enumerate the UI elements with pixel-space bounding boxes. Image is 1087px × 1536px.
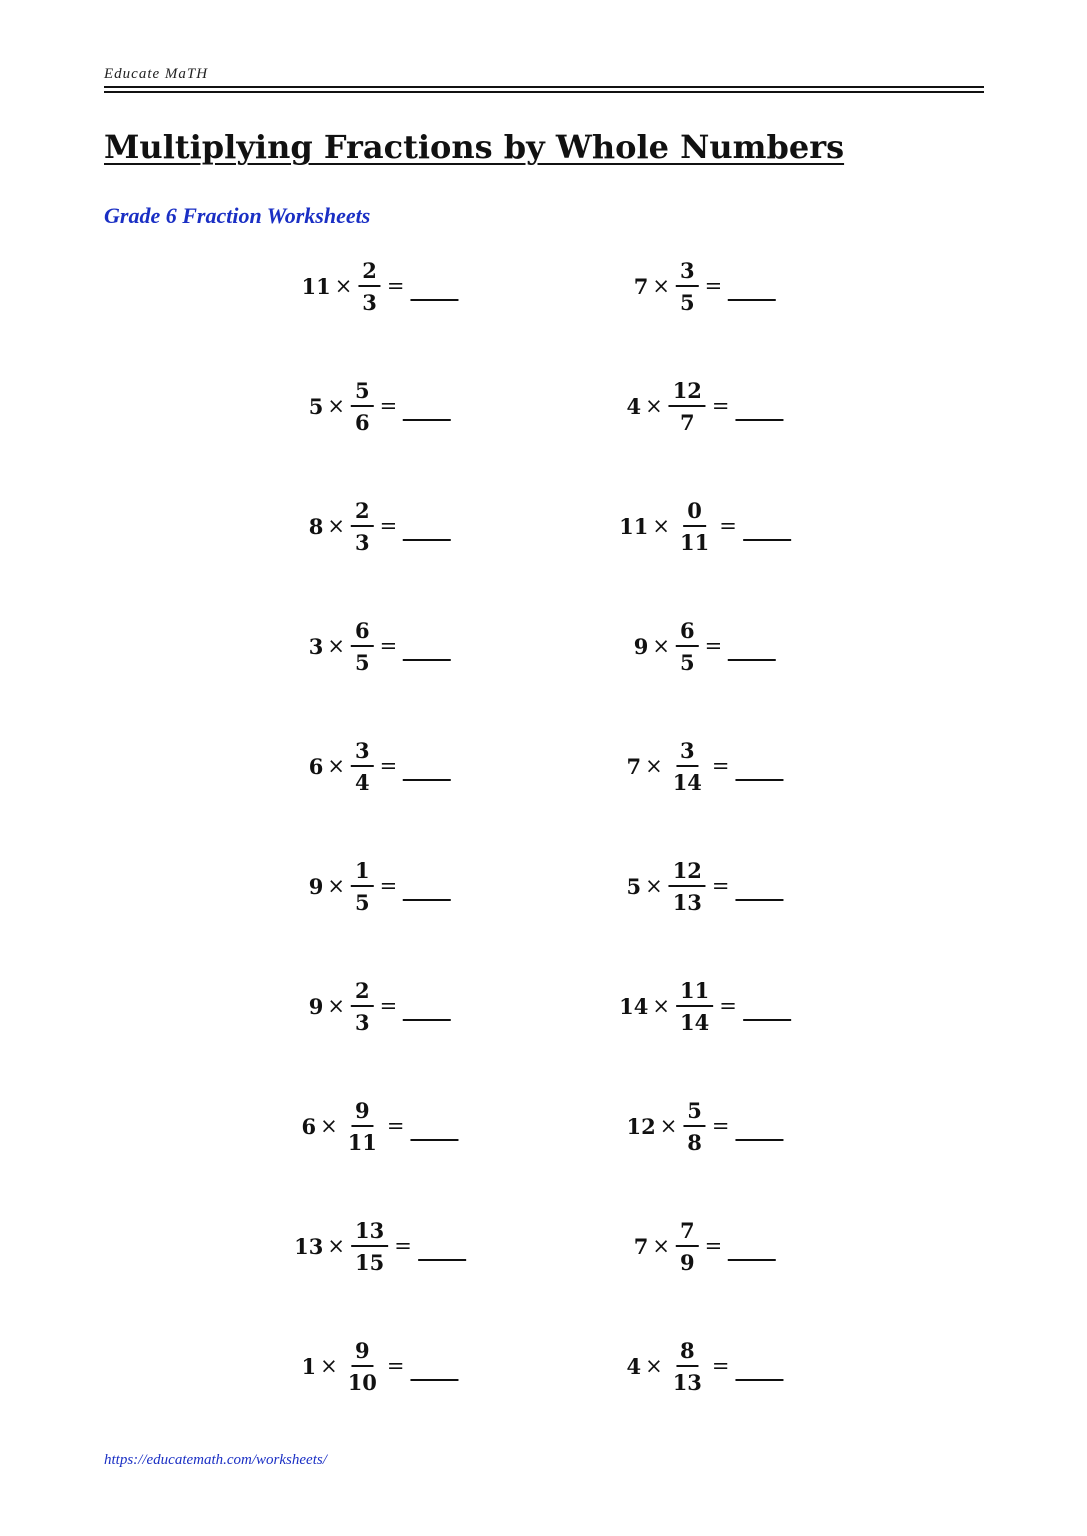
times-sign: × [327,874,345,898]
answer-blank[interactable] [411,1123,459,1141]
times-sign: × [659,1114,678,1138]
whole-number: 11 [619,513,649,539]
numerator: 3 [676,740,699,767]
fraction [344,1337,381,1395]
times-sign: × [334,274,353,298]
answer-blank[interactable] [411,1363,459,1381]
equals-sign: = [719,994,737,1018]
times-sign: × [320,1354,338,1378]
whole-number: 7 [633,273,649,299]
whole-number: 9 [633,633,649,659]
equals-sign: = [379,754,398,778]
fraction [351,857,374,915]
times-sign: × [652,274,670,298]
times-sign: × [327,1234,345,1258]
page-subtitle: Grade 6 Fraction Worksheets [104,203,371,228]
equals-sign: = [379,994,398,1018]
whole-number: 13 [294,1233,324,1259]
fraction [669,737,706,795]
whole-number: 9 [308,873,324,899]
numerator: 5 [683,1100,706,1127]
problem-right-9 [634,1216,776,1276]
denominator: 11 [680,529,710,555]
answer-blank[interactable] [403,523,451,541]
denominator: 15 [355,1249,385,1275]
whole-number: 1 [301,1353,317,1379]
equals-sign: = [704,1234,723,1258]
denominator: 3 [355,529,370,555]
fraction [676,617,699,675]
answer-blank[interactable] [736,763,784,781]
denominator: 4 [355,769,370,795]
numerator: 3 [676,260,699,287]
fraction [351,377,374,435]
whole-number: 8 [308,513,324,539]
answer-blank[interactable] [403,403,451,421]
denominator: 13 [672,889,702,915]
problem-left-6 [309,856,451,916]
denominator: 3 [362,289,377,315]
denominator: 5 [355,649,370,675]
times-sign: × [327,634,345,658]
numerator: 5 [351,380,374,407]
answer-blank[interactable] [411,283,459,301]
fraction [351,617,374,675]
equals-sign: = [711,754,730,778]
fraction [351,977,374,1035]
times-sign: × [320,1114,338,1138]
answer-blank[interactable] [403,883,451,901]
whole-number: 6 [308,753,324,779]
equals-sign: = [704,274,723,298]
whole-number: 5 [308,393,324,419]
whole-number: 14 [619,993,649,1019]
equals-sign: = [711,1354,730,1378]
times-sign: × [645,394,663,418]
equals-sign: = [379,874,398,898]
answer-blank[interactable] [728,283,776,301]
fraction [358,257,381,315]
whole-number: 5 [626,873,642,899]
denominator: 14 [680,1009,710,1035]
denominator: 5 [680,649,695,675]
numerator: 6 [351,620,374,647]
equals-sign: = [704,634,723,658]
whole-number: 12 [626,1113,656,1139]
denominator: 3 [355,1009,370,1035]
whole-number: 7 [626,753,642,779]
equals-sign: = [379,514,398,538]
answer-blank[interactable] [728,643,776,661]
fraction [351,737,374,795]
equals-sign: = [386,1114,405,1138]
denominator: 8 [687,1129,702,1155]
problem-right-1 [634,256,776,316]
numerator: 12 [669,860,706,887]
answer-blank[interactable] [736,403,784,421]
header-rule-top [104,86,984,88]
problem-left-8 [301,1096,458,1156]
numerator: 2 [351,500,374,527]
problem-right-2 [626,376,783,436]
brand-label: Educate MaTH [104,66,209,82]
problem-left-10 [301,1336,458,1396]
problem-right-5 [626,736,783,796]
fraction [683,1097,706,1155]
denominator: 13 [672,1369,702,1395]
answer-blank[interactable] [743,523,791,541]
fraction [351,1217,388,1275]
denominator: 14 [672,769,702,795]
numerator: 9 [351,1340,374,1367]
whole-number: 4 [626,1353,642,1379]
denominator: 6 [355,409,370,435]
answer-blank[interactable] [403,763,451,781]
times-sign: × [645,754,663,778]
times-sign: × [645,1354,663,1378]
denominator: 9 [680,1249,695,1275]
fraction [676,257,699,315]
problem-right-6 [626,856,783,916]
fraction [351,497,374,555]
times-sign: × [327,514,345,538]
numerator: 2 [351,980,374,1007]
fraction [676,497,713,555]
equals-sign: = [394,1234,412,1258]
problem-left-3 [309,496,451,556]
equals-sign: = [711,1114,730,1138]
answer-blank[interactable] [403,1003,451,1021]
whole-number: 6 [301,1113,317,1139]
equals-sign: = [386,274,405,298]
equals-sign: = [711,394,730,418]
denominator: 10 [347,1369,377,1395]
equals-sign: = [719,514,737,538]
footer-link[interactable]: https://educatemath.com/worksheets/ [104,1452,327,1468]
problem-right-4 [634,616,776,676]
times-sign: × [652,514,670,538]
numerator: 8 [676,1340,699,1367]
denominator: 5 [680,289,695,315]
answer-blank[interactable] [736,1363,784,1381]
problem-left-5 [309,736,451,796]
answer-blank[interactable] [728,1243,776,1261]
problem-left-7 [309,976,451,1036]
problem-right-7 [619,976,791,1036]
fraction [344,1097,381,1155]
problem-left-2 [309,376,451,436]
times-sign: × [645,874,663,898]
equals-sign: = [379,634,398,658]
equals-sign: = [379,394,398,418]
page-title: Multiplying Fractions by Whole Numbers [104,128,845,166]
answer-blank[interactable] [743,1003,791,1021]
times-sign: × [652,1234,670,1258]
numerator: 7 [676,1220,699,1247]
times-sign: × [327,394,345,418]
problem-left-1 [301,256,458,316]
numerator: 11 [676,980,713,1007]
numerator: 0 [683,500,706,527]
fraction [669,857,706,915]
times-sign: × [327,994,345,1018]
numerator: 1 [351,860,374,887]
numerator: 9 [351,1100,374,1127]
times-sign: × [327,754,345,778]
answer-blank[interactable] [418,1243,466,1261]
problem-right-3 [619,496,791,556]
denominator: 7 [679,409,695,435]
numerator: 13 [351,1220,388,1247]
answer-blank[interactable] [736,883,784,901]
answer-blank[interactable] [403,643,451,661]
times-sign: × [652,634,670,658]
denominator: 11 [347,1129,377,1155]
numerator: 6 [676,620,699,647]
whole-number: 9 [308,993,324,1019]
fraction [676,977,713,1035]
numerator: 3 [351,740,374,767]
problem-left-4 [309,616,451,676]
fraction [669,1337,706,1395]
times-sign: × [652,994,670,1018]
denominator: 5 [355,889,370,915]
problem-right-10 [626,1336,783,1396]
whole-number: 3 [308,633,324,659]
whole-number: 7 [633,1233,649,1259]
numerator: 2 [358,260,381,287]
answer-blank[interactable] [736,1123,784,1141]
header-rule-bottom [104,91,984,93]
whole-number: 11 [301,273,331,299]
problem-right-8 [626,1096,783,1156]
fraction [676,1217,699,1275]
whole-number: 4 [626,393,642,419]
equals-sign: = [711,874,730,898]
equals-sign: = [386,1354,405,1378]
numerator: 12 [669,380,706,407]
fraction [669,377,706,435]
problem-left-9 [294,1216,466,1276]
